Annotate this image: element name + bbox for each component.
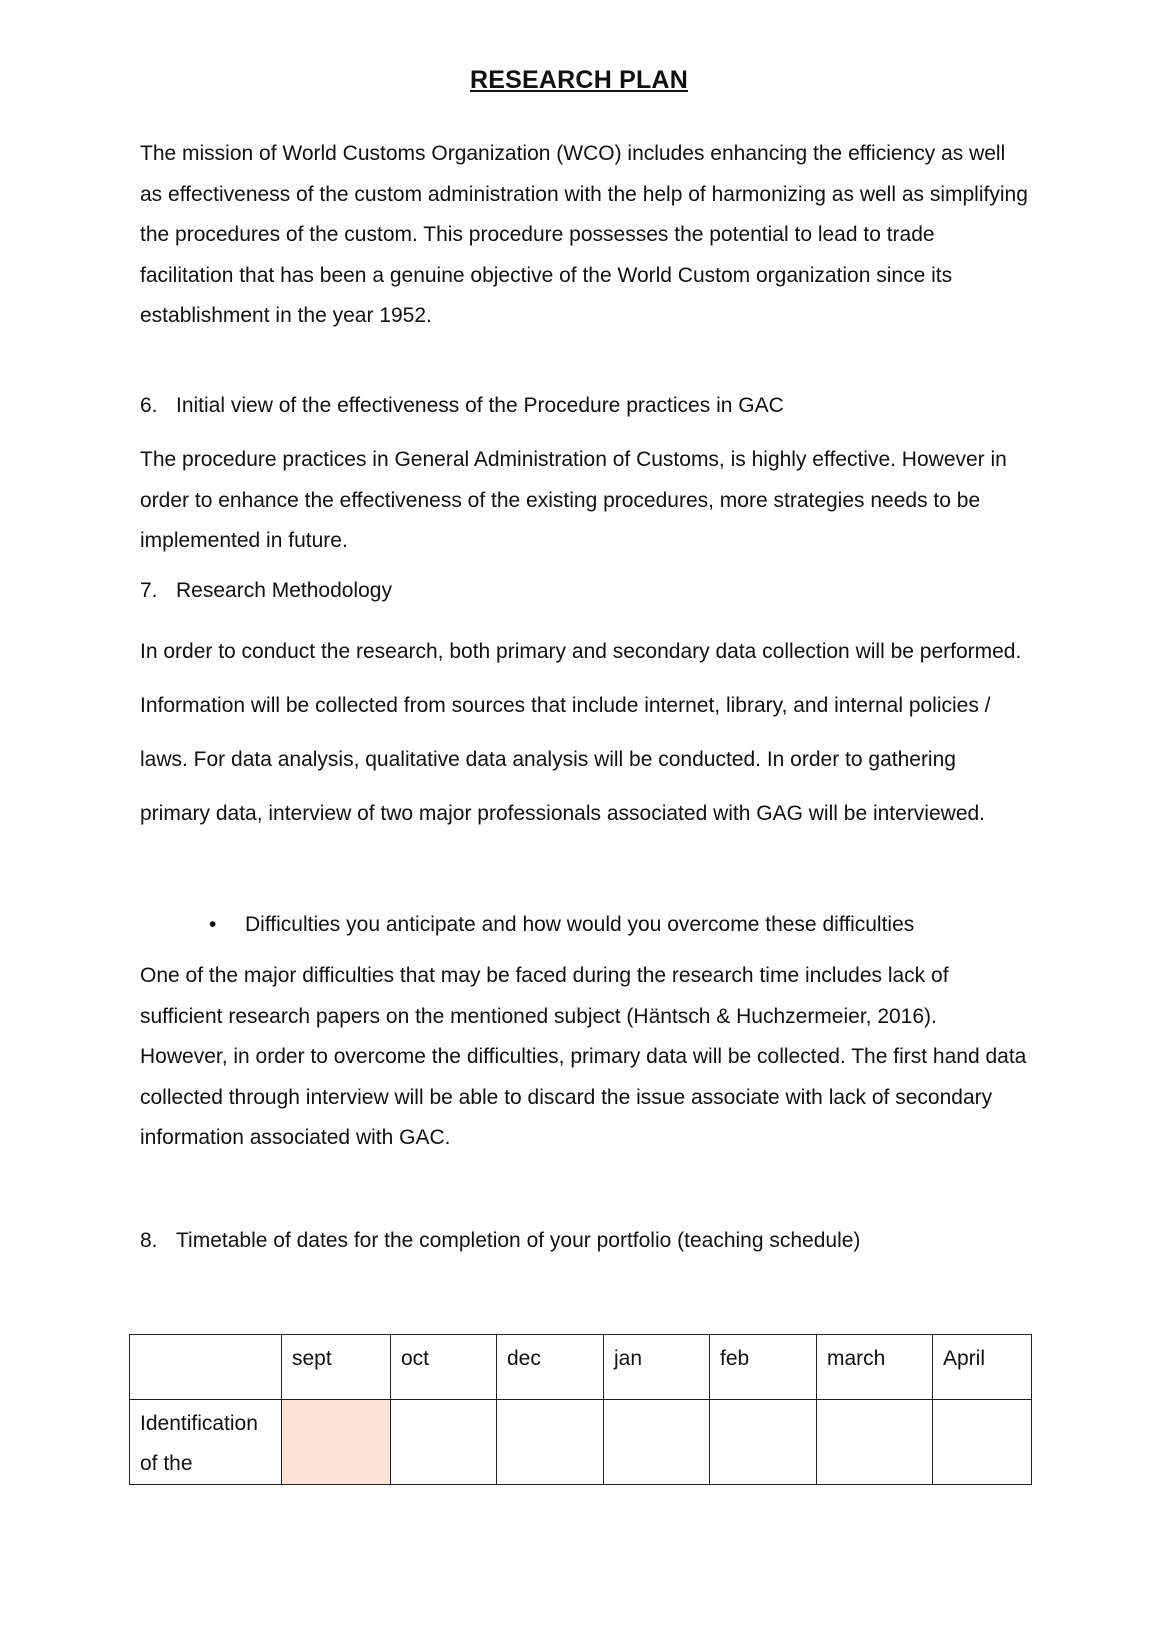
timetable-header-cell: sept: [282, 1335, 391, 1400]
section-7-title: Research Methodology: [176, 579, 392, 602]
bullet-dot: •: [209, 913, 217, 936]
timetable-header-row: [130, 1335, 1032, 1400]
page-title: RESEARCH PLAN: [470, 66, 688, 94]
table-row: [130, 1400, 1032, 1485]
timetable-header-cell: feb: [710, 1335, 817, 1400]
timetable-cell: [604, 1400, 710, 1485]
timetable-cell: [933, 1400, 1032, 1485]
difficulties-bullet: [209, 913, 914, 937]
timetable-header-cell: [130, 1335, 282, 1400]
difficulties-paragraph: One of the major difficulties that may be faced during the research time includes lack of sufficient research papers on the mentioned subject (Häntsch & Huchzermeier, 2016). However, in order to overcome the difficulties, primary data will be collected. The first hand data collected through interview will be able to discard the issue associate with lack of secondary information associated with GAC.: [140, 964, 1027, 1149]
section-8-title: Timetable of dates for the completion of your portfolio (teaching schedule): [176, 1229, 861, 1252]
timetable-cell: [817, 1400, 933, 1485]
section-7-heading: [140, 579, 392, 603]
section-7-number: 7.: [140, 579, 158, 602]
section-8-heading: [140, 1229, 860, 1253]
timetable-header-cell: April: [933, 1335, 1032, 1400]
intro-paragraph: The mission of World Customs Organization (WCO) includes enhancing the efficiency as well as effectiveness of the custom administration with the help of harmonizing as well as simplifying the procedures of the custom. This procedure possesses the potential to lead to trade facilitation that has been a genuine objective of the World Custom organization since its establishment in the year 1952.: [140, 142, 1028, 327]
bullet-text: Difficulties you anticipate and how would you overcome these difficulties: [245, 913, 915, 936]
section-8-number: 8.: [140, 1229, 158, 1252]
timetable-header-cell: oct: [391, 1335, 497, 1400]
section-6-title: Initial view of the effectiveness of the Procedure practices in GAC: [176, 394, 784, 417]
timetable-cell: [710, 1400, 817, 1485]
timetable-header-cell: dec: [497, 1335, 604, 1400]
timetable: [129, 1334, 1032, 1485]
section-6-body: The procedure practices in General Administration of Customs, is highly effective. However in order to enhance the effectiveness of the existing procedures, more strategies needs to be implemented in future.: [140, 448, 1007, 552]
timetable-cell: [391, 1400, 497, 1485]
section-6-heading: [140, 394, 784, 418]
timetable-cell: [497, 1400, 604, 1485]
timetable-header-cell: jan: [604, 1335, 710, 1400]
section-7-body: In order to conduct the research, both primary and secondary data collection will be performed. Information will be collected from sources that include internet, library, and internal policies / laws. For data analysis, qualitative data analysis will be conducted. In order to gathering primary data, interview of two major professionals associated with GAG will be interviewed.: [140, 640, 1022, 825]
timetable-cell-highlighted: [282, 1400, 391, 1485]
section-6-number: 6.: [140, 394, 158, 417]
timetable-header-cell: march: [817, 1335, 933, 1400]
timetable-row-label: Identification of the: [130, 1400, 282, 1485]
